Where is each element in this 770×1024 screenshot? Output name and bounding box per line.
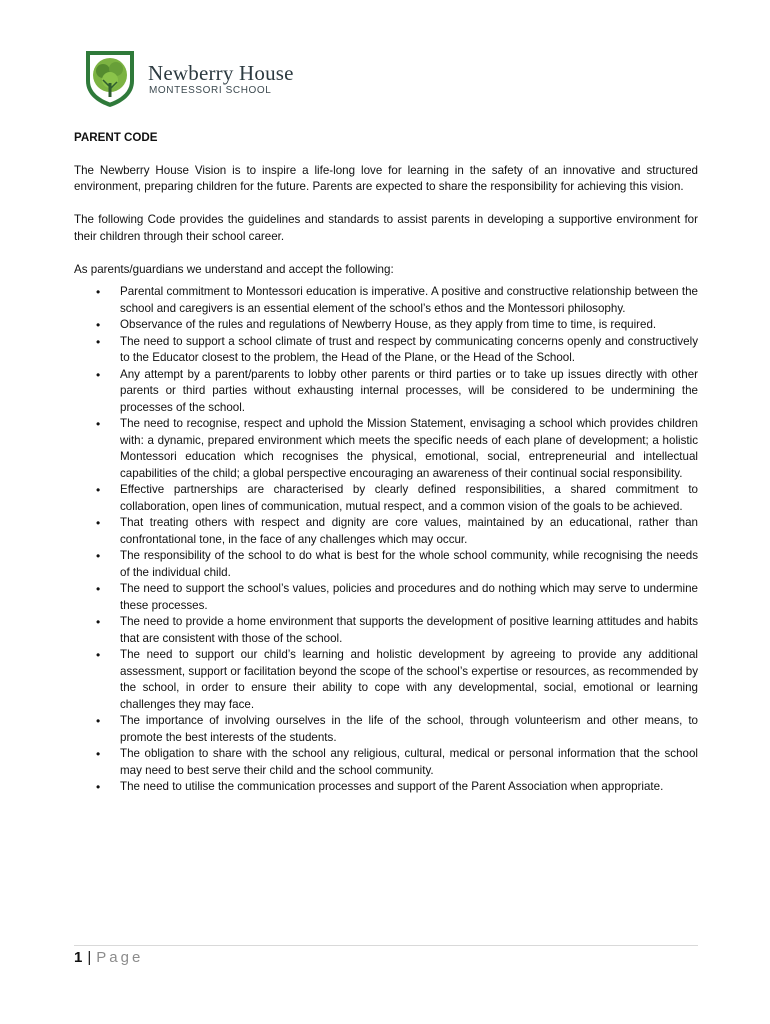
code-bullet-list — [74, 284, 698, 796]
footer-separator: | — [87, 949, 92, 966]
page-footer — [74, 949, 143, 966]
school-subtitle: MONTESSORI SCHOOL — [149, 85, 272, 96]
bullet-item: • The need to support a school climate of trust and respect by communicating concerns openly and constructively to the Educator closest to the problem, the Head of the Plane, or the Head of the School. — [74, 334, 698, 367]
school-logo — [82, 47, 342, 111]
school-name: Newberry House — [148, 61, 294, 85]
vision-paragraph: The Newberry House Vision is to inspire a life-long love for learning in the safety of an innovative and structured environment, preparing children for the future. Parents are expected to share the responsibility for achieving this vision. — [74, 163, 698, 193]
bullet-item: • Effective partnerships are characterised by clearly defined responsibilities, a shared commitment to collaboration, open lines of communication, mutual respect, and a common vision of the goals to be achieved. — [74, 482, 698, 515]
bullet-item: • Observance of the rules and regulations of Newberry House, as they apply from time to time, is required. — [74, 317, 698, 334]
bullet-item: • The need to utilise the communication processes and support of the Parent Association when appropriate. — [74, 779, 698, 796]
bullet-item: • The need to recognise, respect and uphold the Mission Statement, envisaging a school which provides children with: a dynamic, prepared environment which meets the specific needs of each plane of development; a holistic Montessori education which recognises the physical, emotional, social, entrepreneurial and intellectual capabilities of the child; a global perspective encouraging an awareness of their continual social responsibility. — [74, 416, 698, 482]
tree-crest-icon — [82, 47, 138, 109]
page-label: Page — [96, 949, 144, 966]
document-title: PARENT CODE — [74, 131, 158, 144]
footer-divider — [74, 945, 698, 946]
bullet-item: • The importance of involving ourselves in the life of the school, through volunteerism and other means, to promote the best interests of the students. — [74, 713, 698, 746]
document-body — [74, 130, 698, 796]
bullet-item: • That treating others with respect and dignity are core values, maintained by an educational, rather than confrontational tone, in the face of any challenges which may occur. — [74, 515, 698, 548]
bullet-item: • Parental commitment to Montessori education is imperative. A positive and constructive relationship between the school and caregivers is an essential element of the school’s ethos and the Montessori philosophy. — [74, 284, 698, 317]
bullet-item: • The need to support the school’s values, policies and procedures and do nothing which may serve to undermine these processes. — [74, 581, 698, 614]
acceptance-lead-in: As parents/guardians we understand and accept the following: — [74, 262, 394, 276]
bullet-item: • The responsibility of the school to do what is best for the whole school community, while recognising the needs of the individual child. — [74, 548, 698, 581]
bullet-item: • The need to provide a home environment that supports the development of positive learning attitudes and habits that are consistent with those of the school. — [74, 614, 698, 647]
bullet-item: • Any attempt by a parent/parents to lobby other parents or third parties or to take up issues directly with other parents or third parties without exhausting internal processes, will be considered to be undermining the processes of the school. — [74, 367, 698, 417]
page-number: 1 — [74, 949, 83, 966]
code-intro-paragraph: The following Code provides the guidelines and standards to assist parents in developing a supportive environment for their children through their school career. — [74, 213, 698, 243]
bullet-item: • The obligation to share with the school any religious, cultural, medical or personal information that the school may need to best serve their child and the school community. — [74, 746, 698, 779]
bullet-item: • The need to support our child’s learning and holistic development by agreeing to provide any additional assessment, support or facilitation beyond the scope of the school’s expertise or resources, as recommended by the school, in order to ensure their ability to cope with any developmental, social, emotional or learning challenges they may face. — [74, 647, 698, 713]
